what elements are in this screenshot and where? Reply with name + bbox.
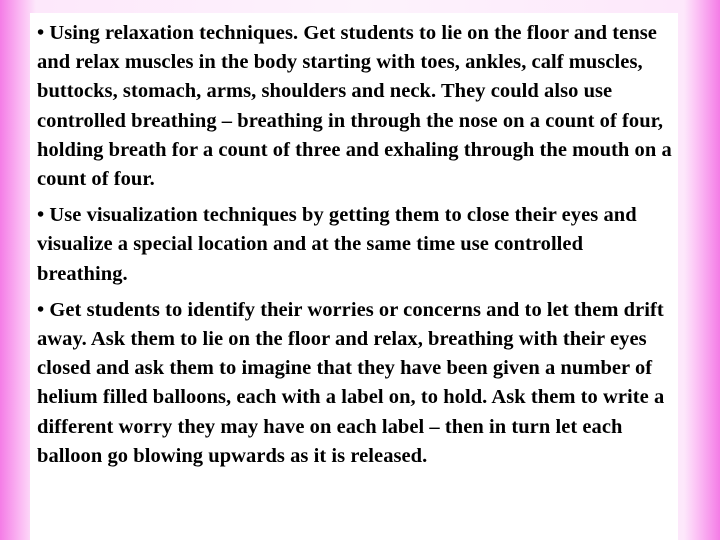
text-panel	[30, 13, 678, 540]
bullet-worry-balloons: • Get students to identify their worries or concerns and to let them drift away. Ask them to lie on the floor and relax, breathing with their eyes closed and ask them to imagine that they have been given a number of helium filled balloons, each with a label on, to hold. Ask them to write a different worry they may have on each label – then in turn let each balloon go blowing upwards as it is released.	[37, 298, 665, 467]
bullet-relaxation-techniques: • Using relaxation techniques. Get students to lie on the floor and tense and relax muscles in the body starting with toes, ankles, calf muscles, buttocks, stomach, arms, shoulders and neck. They could also use controlled breathing – breathing in through the nose on a count of four, holding breath for a count of three and exhaling through the mouth on a count of four.	[37, 22, 672, 191]
bullet-visualization-techniques: • Use visualization techniques by getting them to close their eyes and visualize a special location and at the same time use controlled breathing.	[37, 204, 637, 285]
